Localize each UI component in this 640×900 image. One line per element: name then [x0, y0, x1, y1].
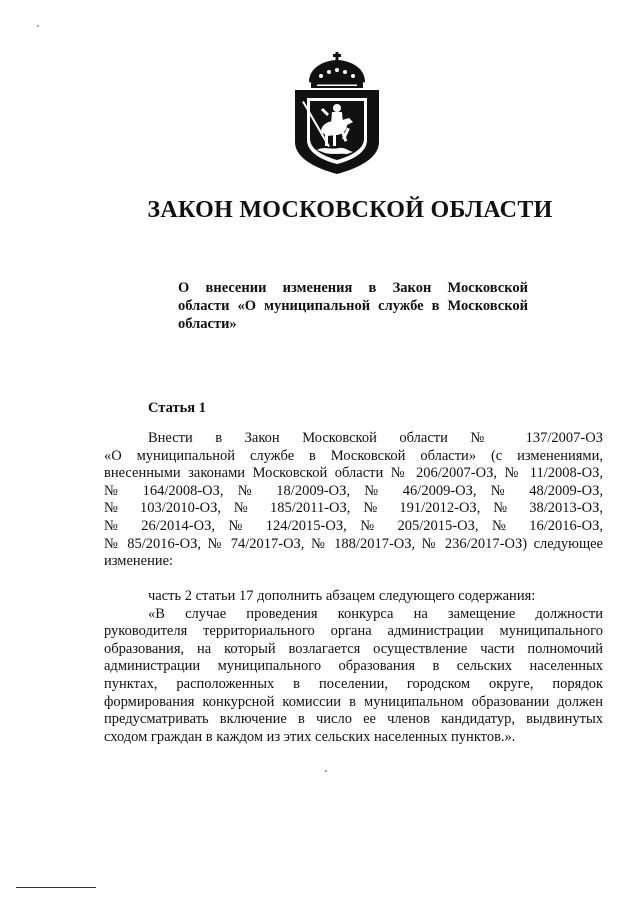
text-line: № 26/2014-ОЗ, № 124/2015-ОЗ, № 205/2015-ОЗ, № 16/2016-ОЗ, — [104, 517, 603, 534]
text-line: образования, на который возлагается осуществление части полномочий — [104, 640, 603, 657]
law-title: ЗАКОН МОСКОВСКОЙ ОБЛАСТИ — [147, 197, 553, 223]
subject-line: О внесении изменения в Закон Московской — [178, 280, 528, 296]
article-heading: Статья 1 — [148, 400, 206, 416]
text-line: часть 2 статьи 17 дополнить абзацем следующего содержания: — [148, 588, 536, 604]
text-line: № 164/2008-ОЗ, № 18/2009-ОЗ, № 46/2009-ОЗ, № 48/2009-ОЗ, — [104, 482, 603, 499]
footnote-separator — [16, 887, 96, 888]
text-line: № 103/2010-ОЗ, № 185/2011-ОЗ, № 191/2012-ОЗ, № 38/2013-ОЗ, — [104, 500, 603, 517]
text-line: изменение: — [104, 553, 174, 570]
text-line: предусматривать включение в число ее членов кандидатур, выдвинутых — [104, 711, 603, 728]
amendment-text-paragraph — [104, 588, 603, 746]
law-subject — [178, 279, 528, 333]
text-line: пунктах, расположенных в поселении, городском округе, порядок — [104, 675, 603, 692]
scan-speck — [325, 770, 327, 772]
text-line: администрации муниципального образования в сельских населенных — [104, 658, 603, 675]
text-line: формирования конкурсной комиссии в муниципальном образовании должен — [104, 693, 603, 710]
text-line: Внести в Закон Московской области № 137/2007-ОЗ — [148, 430, 603, 446]
scan-speck — [37, 25, 39, 27]
subject-line: области «О муниципальной службе в Московской — [178, 298, 528, 314]
subject-line: области» — [178, 316, 237, 332]
text-line: сходом граждан в каждом из этих сельских населенных пунктов.». — [104, 728, 516, 745]
text-line: руководителя территориального органа администрации муниципального — [104, 623, 603, 640]
amendment-intro-paragraph — [104, 430, 603, 571]
text-line: внесенными законами Московской области № 206/2007-ОЗ, № 11/2008-ОЗ, — [104, 465, 603, 482]
text-line: «В случае проведения конкурса на замещение должности — [148, 605, 603, 622]
text-line: № 85/2016-ОЗ, № 74/2017-ОЗ, № 188/2017-ОЗ, № 236/2017-ОЗ) следующее — [104, 535, 603, 552]
coat-of-arms-icon — [287, 52, 387, 176]
text-line: «О муниципальной службе в Московской области» (с изменениями, — [104, 447, 603, 464]
